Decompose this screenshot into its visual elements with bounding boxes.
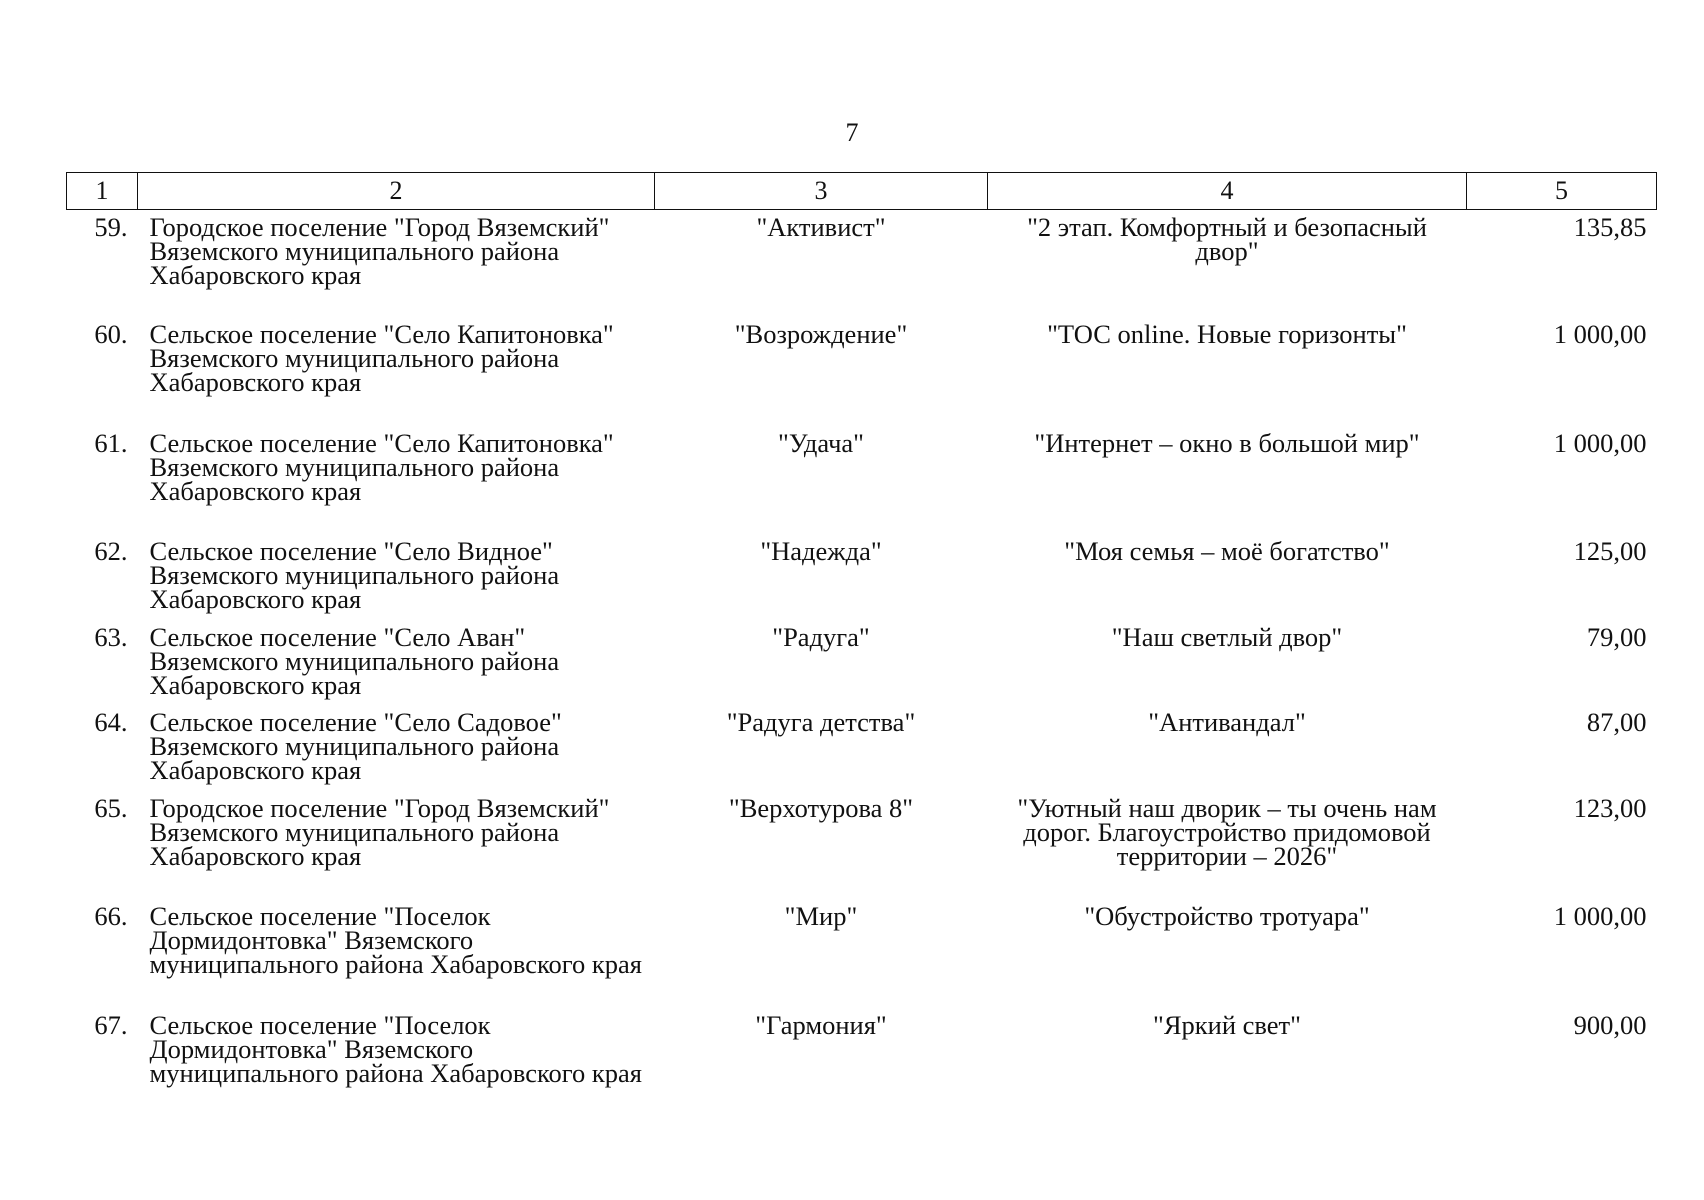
row-number: 64. <box>94 707 128 737</box>
project-name: "Уютный наш дворик – ты очень нам дорог. Благоустройство придомовой территории – 2026" <box>1017 792 1437 871</box>
project-name: "Яркий свет" <box>1153 1009 1301 1040</box>
settlement-name: Городское поселение "Город Вяземский" Вяземского муниципального района Хабаровского края <box>149 792 610 871</box>
tos-name: "Гармония" <box>755 1009 887 1040</box>
row-number: 67. <box>94 1009 128 1040</box>
tos-name: "Радуга детства" <box>726 707 916 737</box>
settlement-name: Сельское поселение "Село Капитоновка" Вяземского муниципального района Хабаровского края <box>149 427 614 506</box>
settlement-name: Сельское поселение "Село Видное" Вяземского муниципального района Хабаровского края <box>149 536 560 614</box>
header-col-2: 2 <box>138 173 655 210</box>
amount: 900,00 <box>1573 1009 1647 1040</box>
tos-name: "Удача" <box>778 427 864 458</box>
project-name: "Моя семья – моё богатство" <box>1064 536 1390 566</box>
project-name: "Антивандал" <box>1148 707 1306 737</box>
table-header <box>67 173 1657 210</box>
settlement-name: Сельское поселение "Поселок Дормидонтовка" Вяземского муниципального района Хабаровского края <box>149 1009 642 1088</box>
row-number: 59. <box>94 212 128 242</box>
row-number: 62. <box>94 536 128 566</box>
tos-name: "Возрождение" <box>734 319 908 349</box>
table-body <box>67 210 1657 1118</box>
project-name: "2 этап. Комфортный и безопасный двор" <box>1027 212 1427 266</box>
grant-table <box>66 172 1657 1117</box>
amount: 79,00 <box>1586 621 1647 652</box>
table-row <box>67 318 1657 427</box>
amount: 135,85 <box>1573 212 1647 242</box>
amount: 1 000,00 <box>1553 901 1647 931</box>
amount: 123,00 <box>1573 792 1647 823</box>
tos-name: "Мир" <box>784 901 858 931</box>
settlement-name: Сельское поселение "Село Капитоновка" Вяземского муниципального района Хабаровского края <box>149 319 614 397</box>
header-col-5: 5 <box>1467 173 1657 210</box>
amount: 87,00 <box>1586 707 1647 737</box>
header-col-4: 4 <box>988 173 1467 210</box>
row-number: 63. <box>94 621 128 652</box>
header-row <box>67 173 1657 210</box>
amount: 1 000,00 <box>1553 427 1647 458</box>
project-name: "Обустройство тротуара" <box>1084 901 1370 931</box>
table-row <box>67 210 1657 319</box>
table-row <box>67 900 1657 1009</box>
settlement-name: Сельское поселение "Село Садовое" Вяземского муниципального района Хабаровского края <box>149 707 562 785</box>
table-row <box>67 792 1657 901</box>
table-row <box>67 427 1657 536</box>
settlement-name: Сельское поселение "Село Аван" Вяземского муниципального района Хабаровского края <box>149 621 560 700</box>
tos-name: "Надежда" <box>760 536 882 566</box>
amount: 125,00 <box>1573 536 1647 566</box>
header-col-3: 3 <box>655 173 988 210</box>
row-number: 65. <box>94 792 128 823</box>
page-number: 7 <box>845 118 859 147</box>
table-row <box>67 621 1657 707</box>
header-col-1: 1 <box>67 173 138 210</box>
table-row <box>67 706 1657 792</box>
table-row <box>67 1009 1657 1118</box>
row-number: 61. <box>94 427 128 458</box>
row-number: 66. <box>94 901 128 931</box>
tos-name: "Верхотурова 8" <box>728 792 914 823</box>
row-number: 60. <box>94 319 128 349</box>
table-row <box>67 535 1657 621</box>
tos-name: "Активист" <box>756 212 886 242</box>
settlement-name: Сельское поселение "Поселок Дормидонтовка" Вяземского муниципального района Хабаровского края <box>149 901 642 979</box>
project-name: "Интернет – окно в большой мир" <box>1034 427 1420 458</box>
settlement-name: Городское поселение "Город Вяземский" Вяземского муниципального района Хабаровского края <box>149 212 610 290</box>
project-name: "ТОС online. Новые горизонты" <box>1047 319 1407 349</box>
project-name: "Наш светлый двор" <box>1111 621 1343 652</box>
amount: 1 000,00 <box>1553 319 1647 349</box>
tos-name: "Радуга" <box>772 621 870 652</box>
